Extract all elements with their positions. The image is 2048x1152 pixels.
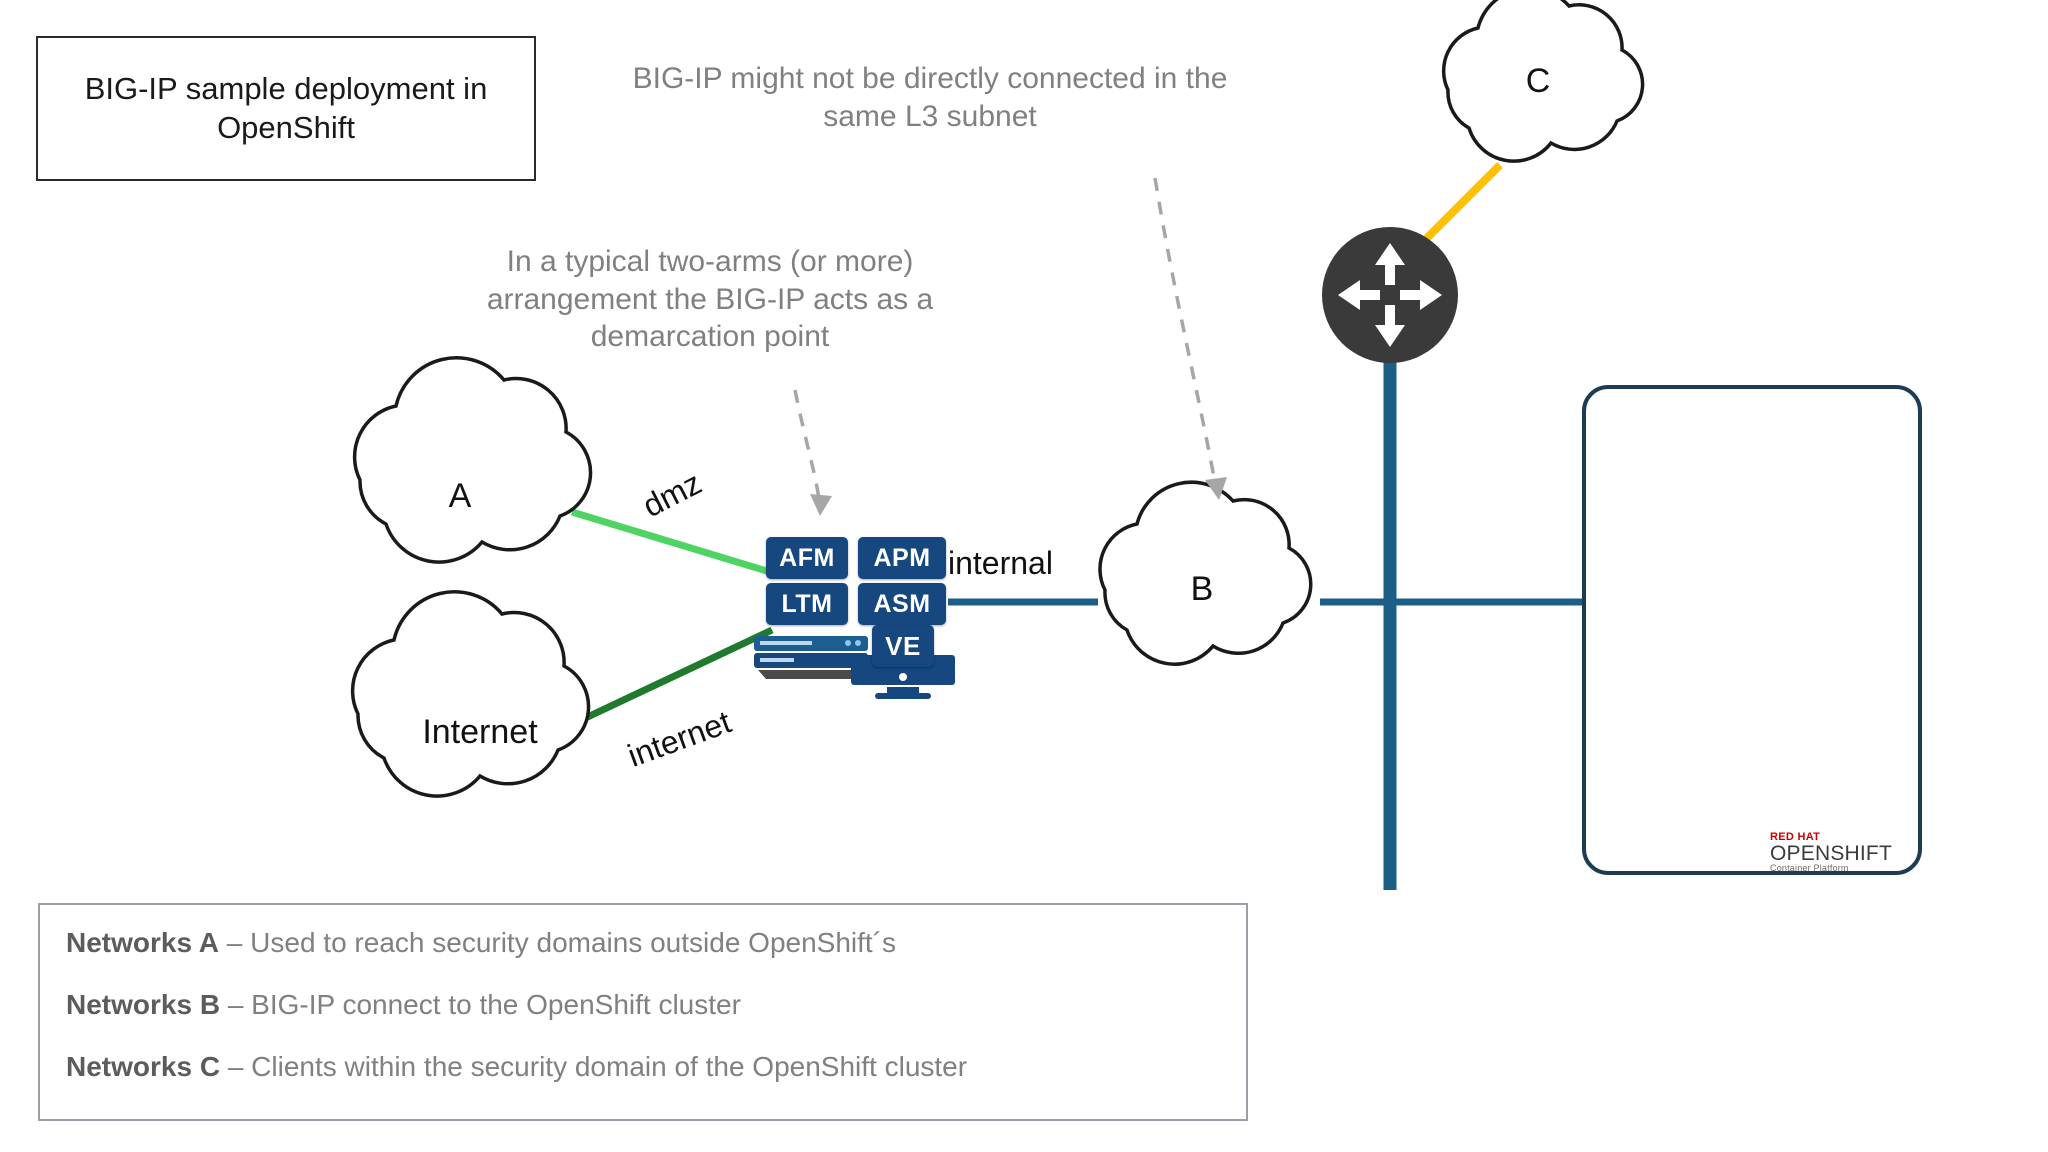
link-label-dmz: dmz: [637, 464, 708, 525]
cloud-a-label: A: [448, 477, 472, 515]
legend-box: [38, 903, 1248, 1121]
legend-item-c: [66, 1051, 1220, 1083]
cloud-c-label: C: [1525, 62, 1551, 100]
legend-desc-a: – Used to reach security domains outside OpenShift´s: [219, 927, 897, 958]
legend-term-b: Networks B: [66, 989, 221, 1020]
link-dmz-line: [572, 512, 770, 572]
link-label-internet: internet: [623, 703, 736, 774]
openshift-cluster-box: [1582, 385, 1922, 875]
cloud-b-label: B: [1190, 570, 1214, 608]
legend-desc-c: – Clients within the security domain of the OpenShift cluster: [220, 1051, 968, 1082]
bigip-module-apm[interactable]: APM: [858, 537, 946, 579]
legend-term-a: Networks A: [66, 927, 220, 958]
callout-arrow-twoarms: [795, 390, 832, 516]
cloud-internet: [353, 592, 589, 796]
openshift-logo-text: [1770, 832, 1930, 873]
annotation-two-arms: In a typical two-arms (or more) arrangement the BIG-IP acts as a demarcation point: [486, 245, 934, 353]
legend-desc-b: – BIG-IP connect to the OpenShift cluster: [220, 989, 741, 1020]
bigip-module-ltm[interactable]: LTM: [766, 583, 848, 625]
openshift-brand-main: OPENSHIFT: [1770, 842, 1892, 865]
openshift-brand-sub: Container Platform: [1770, 863, 1849, 873]
bigip-module-afm[interactable]: AFM: [766, 537, 848, 579]
annotation-l3-subnet: BIG-IP might not be directly connected in the same L3 subnet: [632, 62, 1228, 133]
link-internet-line: [560, 630, 772, 730]
cloud-internet-label: Internet: [422, 713, 538, 751]
legend-term-c: Networks C: [66, 1051, 221, 1082]
openshift-brand-top: RED HAT: [1770, 831, 1821, 843]
cloud-a: [355, 358, 591, 562]
title-box: [36, 36, 536, 181]
page-title: BIG-IP sample deployment in OpenShift: [84, 70, 488, 145]
bigip-module-ve[interactable]: VE: [872, 625, 934, 667]
router-icon: [1322, 227, 1458, 363]
callout-arrow-l3: [1155, 178, 1227, 500]
legend-item-a: [66, 927, 1220, 959]
bigip-module-asm[interactable]: ASM: [858, 583, 946, 625]
link-label-internal: internal: [948, 545, 1053, 581]
legend-item-b: [66, 989, 1220, 1021]
